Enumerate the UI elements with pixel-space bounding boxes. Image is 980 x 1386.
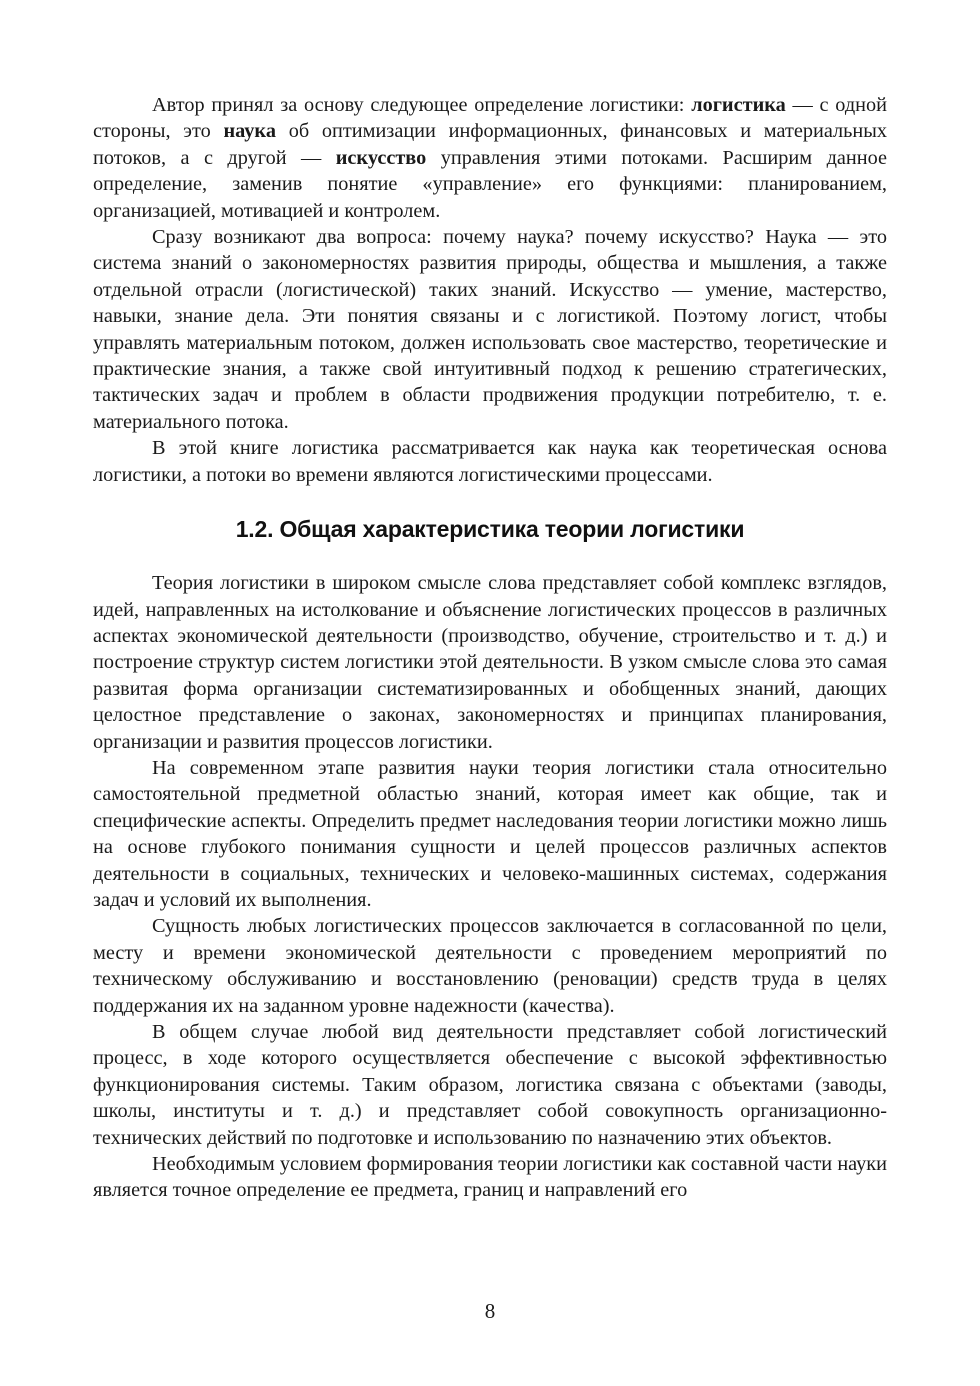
text-run: Необходимым условием формирования теории логистики как составной части науки является точное определение ее предмета, границ и направлений его: [93, 1153, 887, 1202]
text-run: Сразу возникают два вопроса: почему наука? почему искусство? Наука — это система знаний о закономерностях развития природы, общества и мышления, а также отдельной отрасли (логистической) таких знаний. Искусство — умение, мастерство, навыки, знание дела. Эти понятия связаны и с логистикой. Поэтому логист, чтобы управлять материальным потоком, должен использовать свое мастерство, теоретические и практические знания, а также свой интуитивный подход к решению стратегических, тактических задач и проблем в области продвижения продукции потребителю, т. е. материального потока.: [93, 226, 887, 433]
text-run: В этой книге логистика рассматривается как наука как теоретическая основа логистики, а потоки во времени являются логистическими процессами.: [93, 437, 887, 486]
text-run: Автор принял за основу следующее определение логистики:: [152, 94, 692, 116]
paragraph: [93, 224, 887, 435]
section-text: [93, 570, 887, 1204]
text-run: На современном этапе развития науки теория логистики стала относительно самостоятельной предметной областью знаний, которая имеет как общие, так и специфические аспекты. Определить предмет наследования теории логистики можно лишь на основе глубокого понимания сущности и целей процессов различных аспектов деятельности в социальных, технических и человеко-машинных системах, содержания задач и условий их выполнения.: [93, 756, 887, 911]
bold-term: искусство: [335, 146, 427, 169]
paragraph: [93, 913, 887, 1019]
paragraph: [93, 1019, 887, 1151]
text-run: Сущность любых логистических процессов заключается в согласованной по цели, месту и времени экономической деятельности с проведением мероприятий по техническому обслуживанию и восстановлению (реновации) средств труда в целях поддержания их на заданном уровне надежности (качества).: [93, 915, 887, 1017]
paragraph: [93, 570, 887, 755]
text-run: — с одной стороны, это: [93, 94, 887, 143]
text-run: об оптимизации информационных, финансовых и материальных потоков, а с другой —: [93, 120, 888, 169]
text-run: В общем случае любой вид деятельности представляет собой логистический процесс, в ходе которого осуществляется обеспечение с высокой эффективностью функционирования системы. Таким образом, логистика связана с объектами (заводы, школы, институты и т. д.) и представляет собой совокупность организационно-технических действий по подготовке и использованию по назначению этих объектов.: [93, 1021, 887, 1149]
text-run: Теория логистики в широком смысле слова представляет собой комплекс взглядов, идей, направленных на истолкование и объяснение логистических процессов в различных аспектах экономической деятельности (производство, обучение, строительство и т. д.) и построение структур систем логистики этой деятельности. В узком смысле слова это самая развитая форма организации систематизированных и обобщенных знаний, дающих целостное представление о законах, закономерностях и принципах планирования, организации и развития процессов логистики.: [93, 572, 887, 753]
intro-text: [93, 92, 887, 488]
text-run: управления этими потоками. Расширим данное определение, заменив понятие «управление» его функциями: планированием, организацией, мотивацией и контролем.: [93, 146, 887, 222]
page-number: 8: [484, 1299, 496, 1323]
page-body: [93, 92, 887, 1204]
section-heading: 1.2. Общая характеристика теории логистики: [235, 516, 745, 543]
bold-term: логистика: [691, 94, 786, 116]
paragraph: [93, 92, 887, 224]
bold-term: наука: [223, 120, 276, 143]
paragraph: [93, 1151, 887, 1204]
paragraph: [93, 435, 887, 488]
paragraph: [93, 755, 887, 913]
